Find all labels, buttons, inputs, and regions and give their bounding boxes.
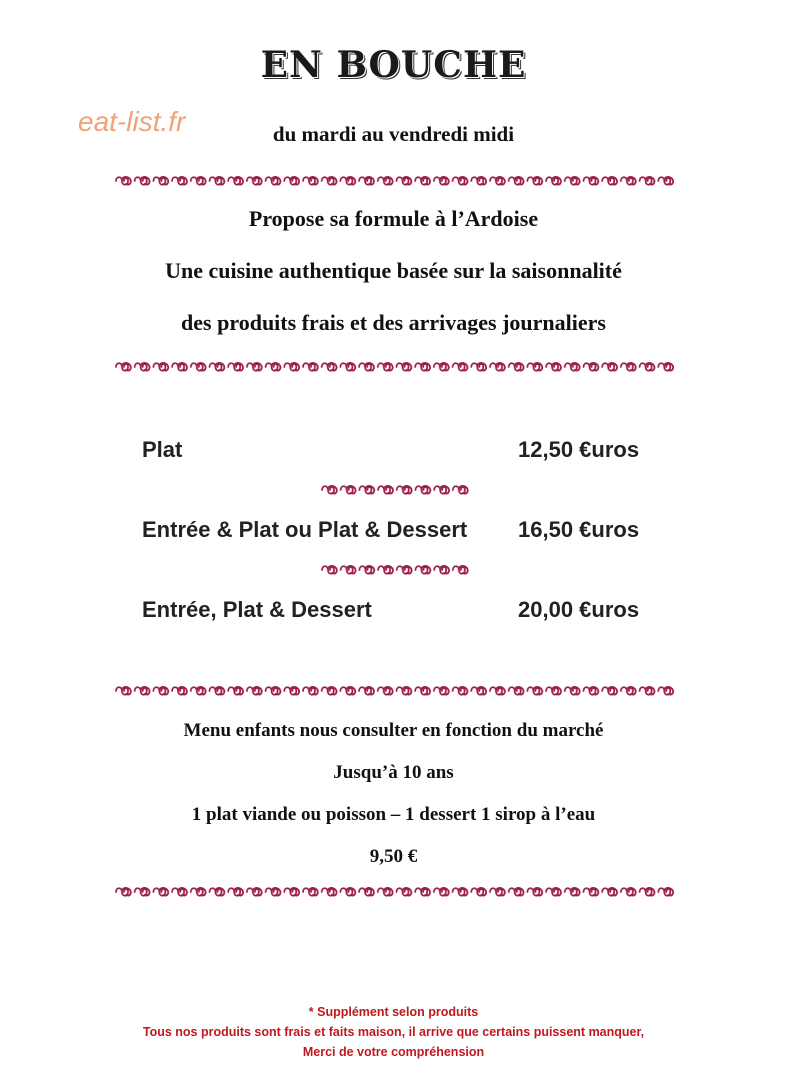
menu-item-price: 20,00 €uros [518, 597, 640, 622]
ornament-divider-short [320, 483, 470, 497]
kids-menu-line-3: 1 plat viande ou poisson – 1 dessert 1 sirop à l’eau [191, 804, 596, 825]
intro-line-1: Propose sa formule à l’Ardoise [248, 206, 539, 231]
menu-item-price: 12,50 €uros [518, 437, 640, 462]
schedule-subtitle: du mardi au vendredi midi [272, 122, 515, 146]
footer-note-2: Tous nos produits sont frais et faits maison, il arrive que certains puissent manquer, [142, 1025, 645, 1039]
kids-menu-line-1: Menu enfants nous consulter en fonction du marché [183, 720, 604, 741]
menu-item-price: 16,50 €uros [518, 517, 640, 542]
ornament-divider [114, 684, 676, 698]
ornament-divider [114, 360, 676, 374]
menu-item-name: Entrée, Plat & Dessert [142, 597, 372, 622]
intro-line-3: des produits frais et des arrivages journaliers [181, 310, 606, 335]
menu-item-name: Entrée & Plat ou Plat & Dessert [142, 517, 468, 542]
footer-note-1: * Supplément selon produits [308, 1005, 479, 1019]
watermark: eat-list.fr [78, 106, 186, 137]
ornament-divider [114, 885, 676, 899]
intro-line-2: Une cuisine authentique basée sur la saisonnalité [165, 258, 622, 283]
kids-menu-price: 9,50 € [369, 846, 418, 867]
kids-menu-line-2: Jusqu’à 10 ans [333, 762, 454, 783]
footer-note-3: Merci de votre compréhension [302, 1045, 485, 1059]
page-title: EN BOUCHE [260, 44, 527, 86]
ornament-divider-short [320, 563, 470, 577]
ornament-divider [114, 174, 676, 188]
menu-item-name: Plat [142, 437, 183, 462]
